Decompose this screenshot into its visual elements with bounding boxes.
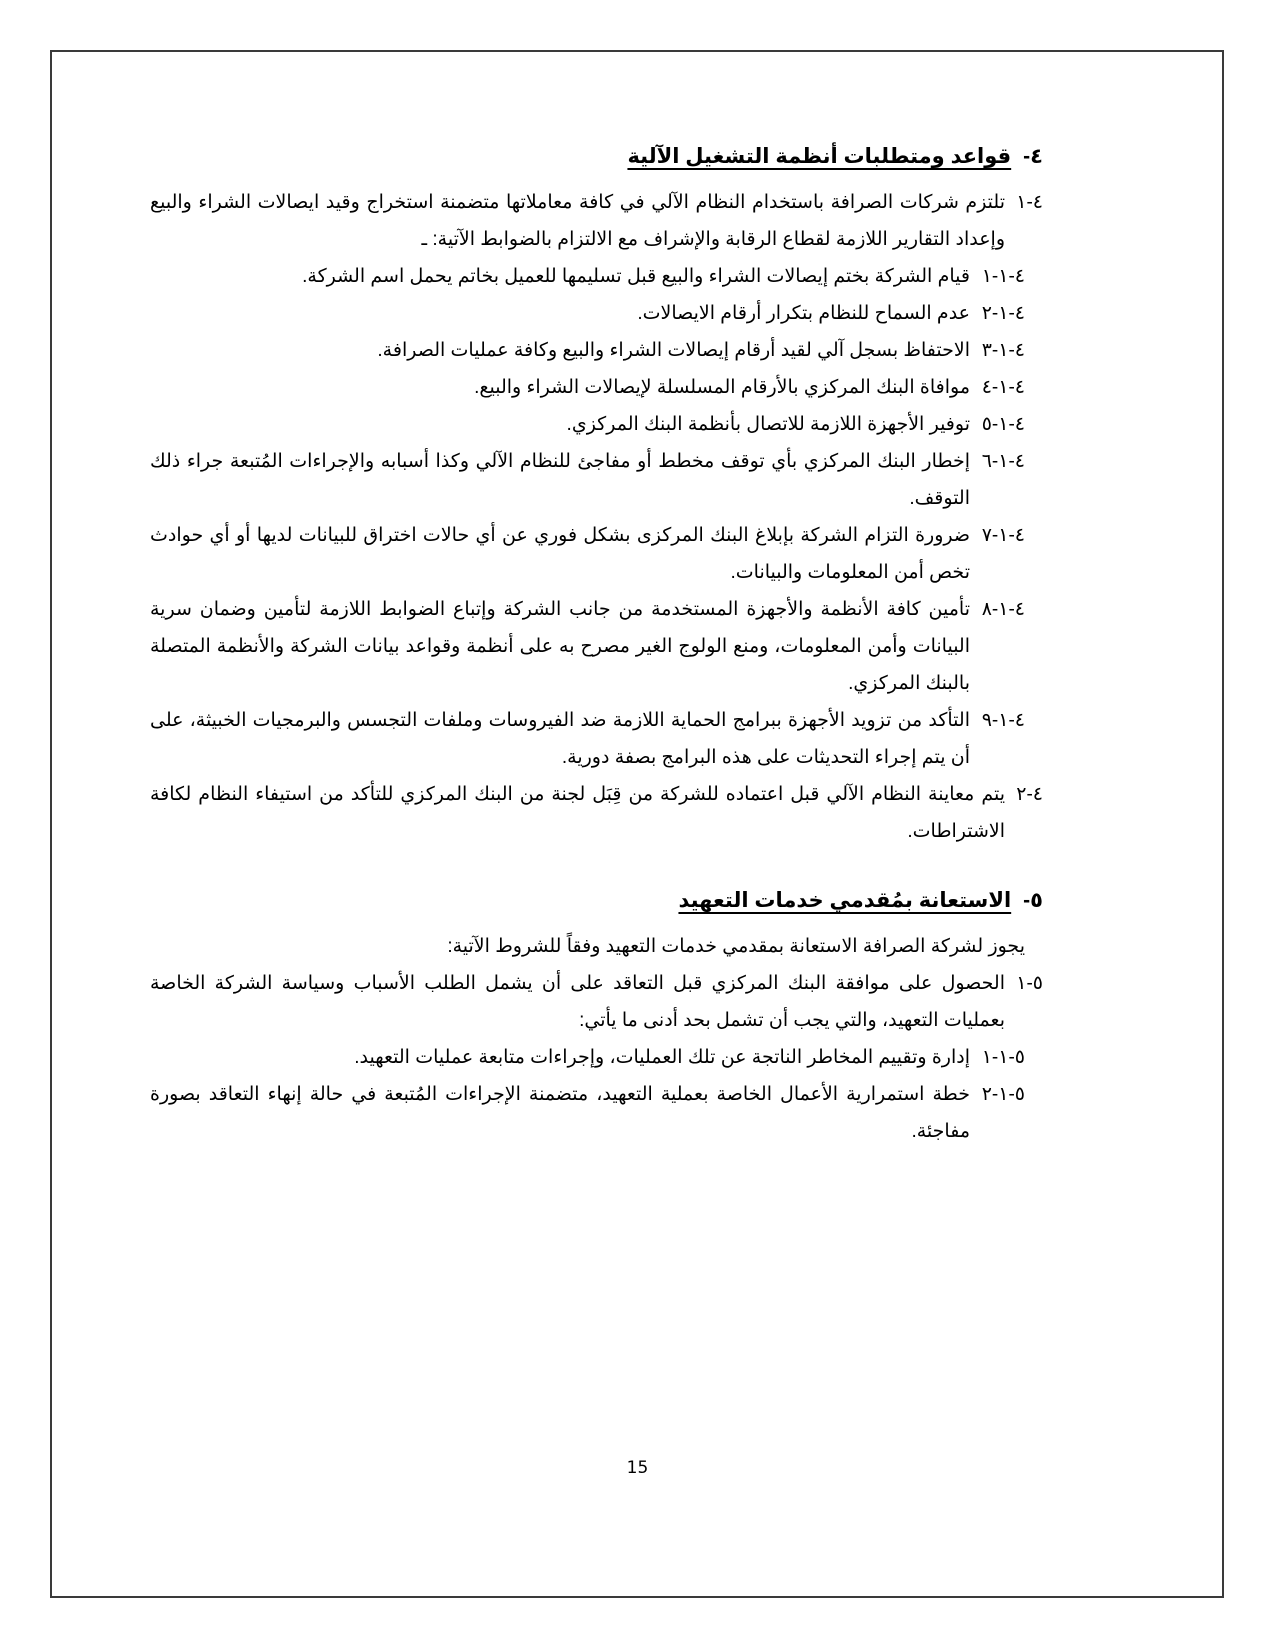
section-spacer <box>150 850 1043 876</box>
clause-number: ٤-١ <box>1016 192 1043 213</box>
clause-4-1-7 <box>150 517 1043 591</box>
clause-4-1-6 <box>150 443 1043 517</box>
clause-number: ٤-١-٦ <box>981 451 1025 472</box>
clause-text: توفير الأجهزة اللازمة للاتصال بأنظمة البنك المركزي. <box>566 414 970 435</box>
page-number: 15 <box>626 1458 649 1478</box>
clause-4-1-5 <box>150 406 1043 443</box>
clause-text: موافاة البنك المركزي بالأرقام المسلسلة لإيصالات الشراء والبيع. <box>474 377 970 398</box>
clause-4-1 <box>150 184 1043 258</box>
clause-text: عدم السماح للنظام بتكرار أرقام الايصالات. <box>637 303 970 324</box>
section-title: الاستعانة بمُقدمي خدمات التعهيد <box>678 889 1012 912</box>
clause-text: الحصول على موافقة البنك المركزي قبل التعاقد على أن يشمل الطلب الأسباب وسياسة الشركة الخاصة بعمليات التعهيد، والتي يجب أن تشمل بحد أدنى ما يأتي: <box>150 973 1005 1031</box>
section-5-heading <box>150 886 1043 916</box>
clause-number: ٤-١-٧ <box>981 525 1025 546</box>
clause-number: ٤-١-٩ <box>981 710 1025 731</box>
clause-text: التأكد من تزويد الأجهزة ببرامج الحماية اللازمة ضد الفيروسات وملفات التجسس والبرمجيات الخبيثة، على أن يتم إجراء التحديثات على هذه البرامج بصفة دورية. <box>150 710 970 768</box>
clause-text: خطة استمرارية الأعمال الخاصة بعملية التعهيد، متضمنة الإجراءات المُتبعة في حالة إنهاء التعاقد بصورة مفاجئة. <box>150 1084 970 1142</box>
clause-4-1-8 <box>150 591 1043 702</box>
clause-4-2 <box>150 776 1043 850</box>
clause-number: ٤-١-٨ <box>981 599 1025 620</box>
clause-number: ٥-١-٢ <box>981 1084 1025 1105</box>
section-number: ٥- <box>1023 889 1043 912</box>
section-4-heading <box>150 142 1043 172</box>
clause-text: إخطار البنك المركزي بأي توقف مخطط أو مفاجئ للنظام الآلي وكذا أسبابه والإجراءات المُتبعة جراء ذلك التوقف. <box>150 451 970 509</box>
clause-number: ٤-١-١ <box>981 266 1025 287</box>
clause-text: ضرورة التزام الشركة بإبلاغ البنك المركزى بشكل فوري عن أي حالات اختراق للبيانات لديها أو أي حوادث تخص أمن المعلومات والبيانات. <box>150 525 970 583</box>
section-5-intro: يجوز لشركة الصرافة الاستعانة بمقدمي خدمات التعهيد وفقاً للشروط الآتية: <box>447 936 1025 957</box>
clause-text: الاحتفاظ بسجل آلي لقيد أرقام إيصالات الشراء والبيع وكافة عمليات الصرافة. <box>377 340 970 361</box>
clause-number: ٤-١-٥ <box>981 414 1025 435</box>
clause-text: إدارة وتقييم المخاطر الناتجة عن تلك العمليات، وإجراءات متابعة عمليات التعهيد. <box>354 1047 970 1068</box>
clause-number: ٥-١-١ <box>981 1047 1025 1068</box>
clause-text: تأمين كافة الأنظمة والأجهزة المستخدمة من جانب الشركة وإتباع الضوابط اللازمة لتأمين وضمان سرية البيانات وأمن المعلومات، ومنع الولوج الغير مصرح به على أنظمة وقواعد بيانات الشركة والأنظمة المتصلة بالبنك المركزي. <box>150 599 970 694</box>
clause-4-1-9 <box>150 702 1043 776</box>
clause-5-1 <box>150 965 1043 1039</box>
clause-number: ٥-١ <box>1016 973 1043 994</box>
clause-4-1-1 <box>150 258 1043 295</box>
section-number: ٤- <box>1023 145 1043 168</box>
clause-4-1-4 <box>150 369 1043 406</box>
clause-4-1-2 <box>150 295 1043 332</box>
clause-number: ٤-١-٣ <box>981 340 1025 361</box>
section-title: قواعد ومتطلبات أنظمة التشغيل الآلية <box>627 145 1012 168</box>
clause-4-1-3 <box>150 332 1043 369</box>
clause-number: ٤-٢ <box>1016 784 1043 805</box>
clause-number: ٤-١-٢ <box>981 303 1025 324</box>
clause-text: تلتزم شركات الصرافة باستخدام النظام الآلي في كافة معاملاتها متضمنة استخراج وقيد ايصالات الشراء والبيع وإعداد التقارير اللازمة لقطاع الرقابة والإشراف مع الالتزام بالضوابط الآتية: ـ <box>150 192 1005 250</box>
clause-5-1-2 <box>150 1076 1043 1150</box>
clause-text: قيام الشركة بختم إيصالات الشراء والبيع قبل تسليمها للعميل بخاتم يحمل اسم الشركة. <box>302 266 970 287</box>
clause-number: ٤-١-٤ <box>981 377 1025 398</box>
clause-5-1-1 <box>150 1039 1043 1076</box>
document-body <box>150 132 1043 1150</box>
clause-text: يتم معاينة النظام الآلي قبل اعتماده للشركة من قِبَل لجنة من البنك المركزي للتأكد من استيفاء النظام لكافة الاشتراطات. <box>150 784 1005 842</box>
